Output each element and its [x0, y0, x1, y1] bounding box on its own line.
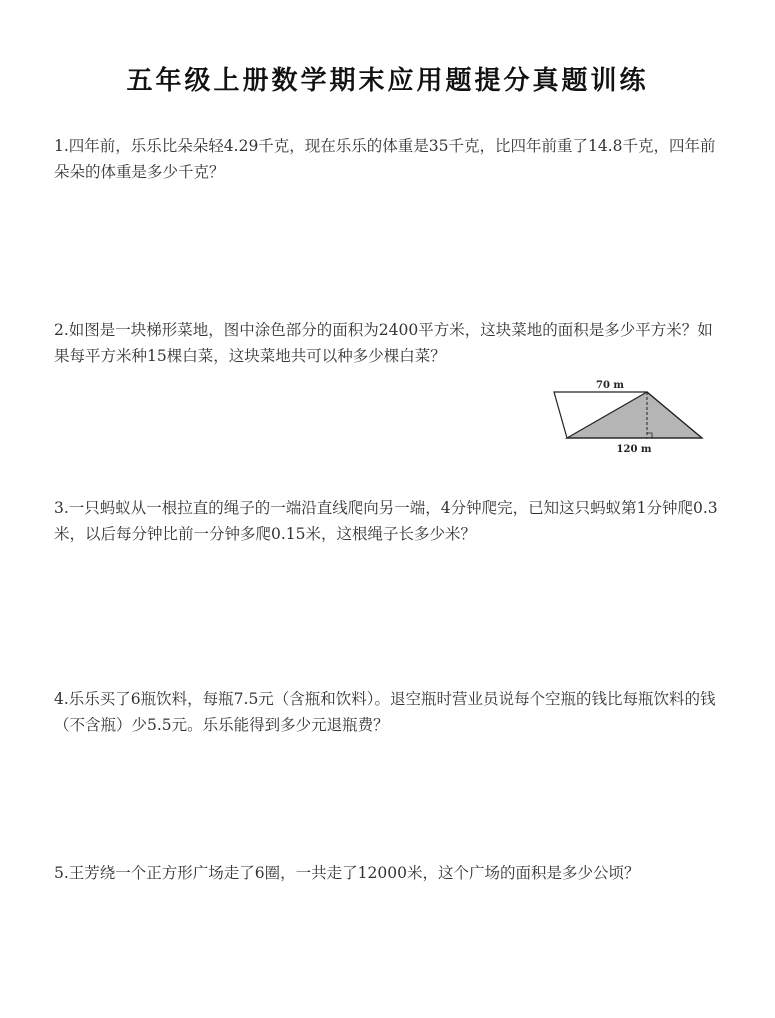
shaded-triangle — [567, 392, 702, 438]
bottom-dimension-label: 120 m — [616, 444, 652, 455]
question-5: 5.王芳绕一个正方形广场走了6圈，一共走了12000米，这个广场的面积是多少公顷？ — [54, 864, 640, 882]
question-2: 2.如图是一块梯形菜地，图中涂色部分的面积为2400平方米，这块菜地的面积是多少平方米？如果每平方米种15棵白菜，这块菜地共可以种多少棵白菜？ — [54, 321, 713, 365]
question-4: 4.乐乐买了6瓶饮料，每瓶7.5元（含瓶和饮料）。退空瓶时营业员说每个空瓶的钱比每瓶饮料的钱（不含瓶）少5.5元。乐乐能得到多少元退瓶费？ — [54, 690, 716, 734]
question-3: 3.一只蚂蚁从一根拉直的绳子的一端沿直线爬向另一端，4分钟爬完，已知这只蚂蚁第1分钟爬0.3米，以后每分钟比前一分钟多爬0.15米，这根绳子长多少米？ — [54, 499, 718, 543]
top-dimension-label: 70 m — [596, 380, 624, 391]
trapezoid-figure — [550, 378, 710, 458]
question-1: 1.四年前，乐乐比朵朵轻4.29千克，现在乐乐的体重是35千克，比四年前重了14.8千克，四年前朵朵的体重是多少千克？ — [54, 137, 716, 181]
page-title: 五年级上册数学期末应用题提分真题训练 — [126, 66, 649, 96]
